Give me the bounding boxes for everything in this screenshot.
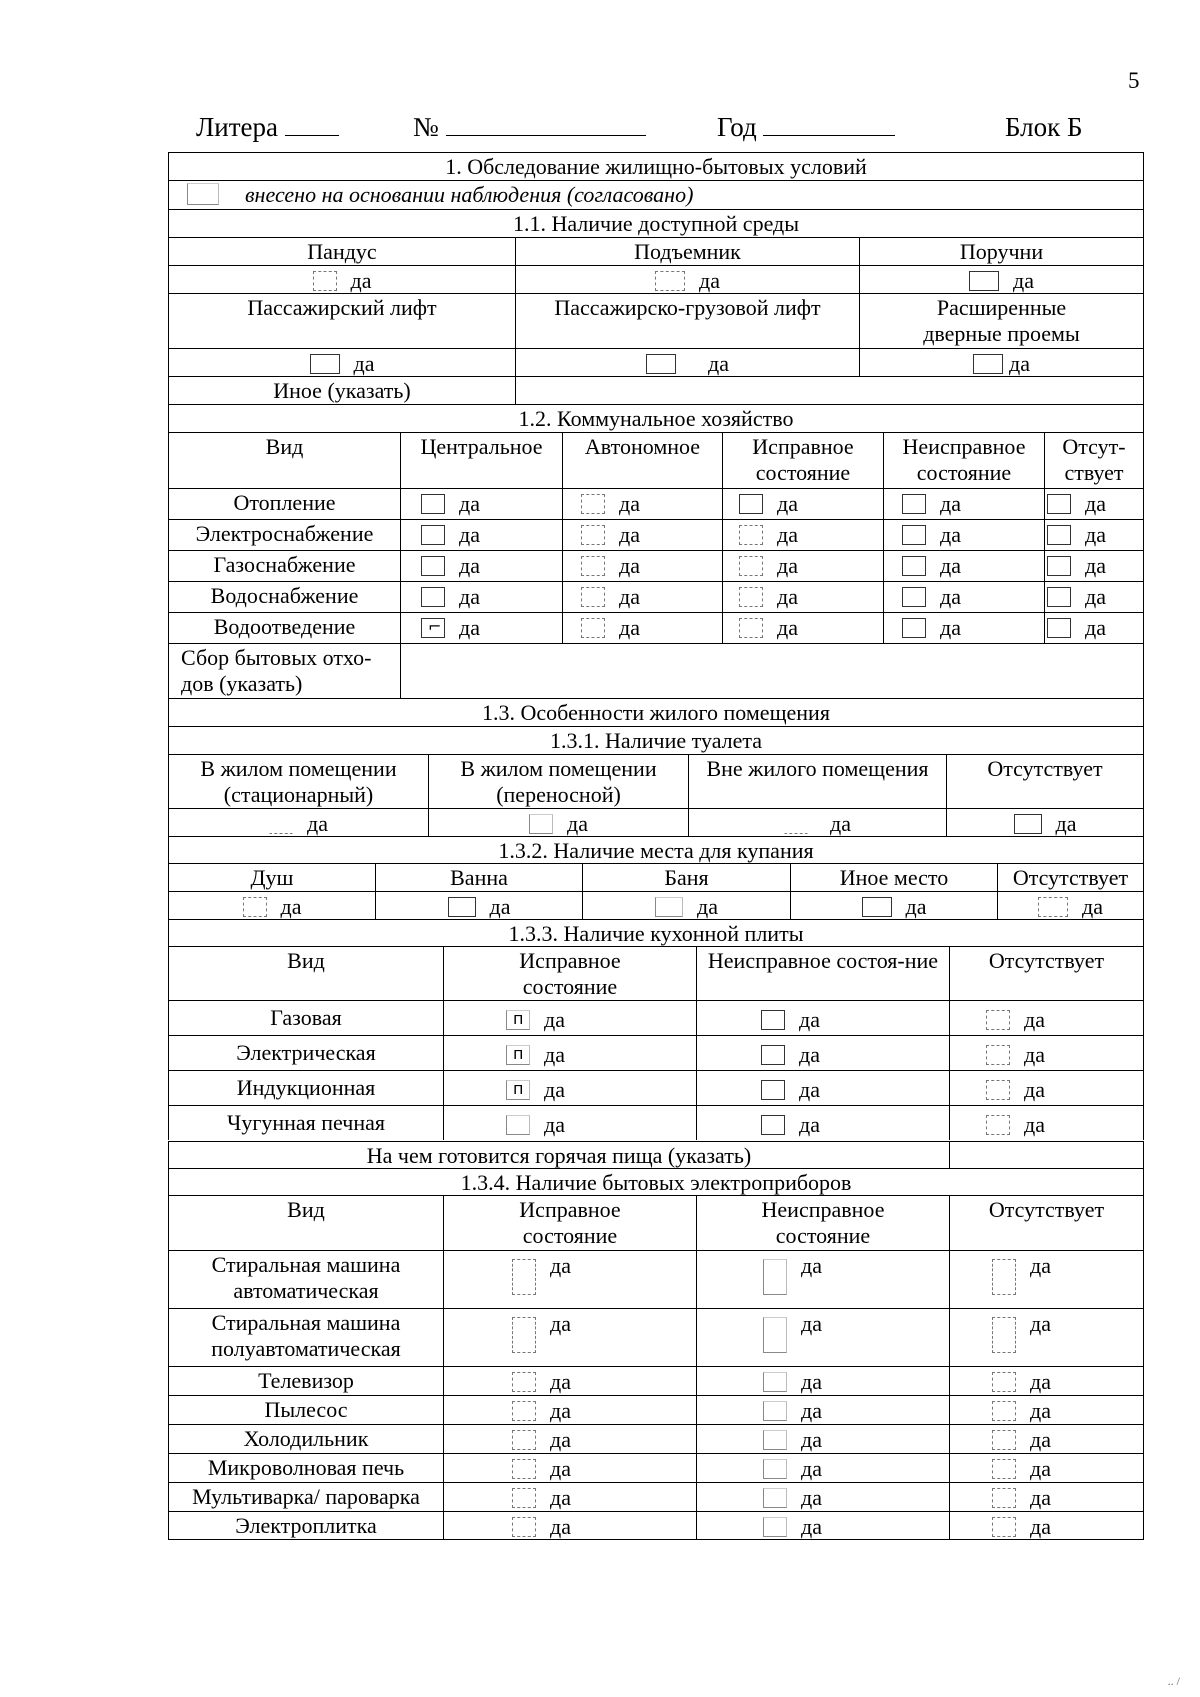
yes-label: да: [940, 584, 961, 609]
stove-col-absent: Отсутствует: [949, 946, 1144, 1000]
litera-underline: [285, 113, 339, 136]
utility-autonomous-checkbox[interactable]: [581, 494, 605, 514]
yes-label: да: [799, 1112, 820, 1137]
appliance-working-cell: [443, 1482, 696, 1511]
handrails-header: Поручни: [859, 237, 1144, 265]
utility-autonomous-checkbox[interactable]: [581, 556, 605, 576]
lift-answer: да: [515, 265, 859, 293]
yes-label: да: [619, 615, 640, 640]
yes-label: да: [940, 522, 961, 547]
utility-central-checkbox-mark: ⌐: [428, 617, 442, 636]
appliance-row-label: Телевизор: [168, 1366, 443, 1395]
corner-mark: .. /: [1167, 1674, 1180, 1688]
utility-absent-cell: [1044, 550, 1144, 581]
utility-broken-cell: [883, 612, 1044, 643]
stove-absent-cell: [949, 1070, 1144, 1105]
stove-absent-checkbox[interactable]: [986, 1080, 1010, 1100]
utility-absent-checkbox[interactable]: [1047, 494, 1071, 514]
appliance-row-label: Электроплитка: [168, 1511, 443, 1540]
toilet-col-outside: Вне жилого помещения: [688, 754, 946, 808]
utility-working-cell: [722, 488, 883, 519]
bath-col-shower: Душ: [168, 863, 375, 891]
appliance-working-cell: [443, 1424, 696, 1453]
wide-doorways-answer: да: [859, 348, 1144, 376]
utility-broken-checkbox[interactable]: [902, 494, 926, 514]
yes-label: да: [544, 1042, 565, 1067]
stove-broken-cell: [696, 1000, 949, 1035]
utility-central-checkbox[interactable]: [421, 556, 445, 576]
utility-working-checkbox[interactable]: [739, 618, 763, 638]
yes-label: да: [801, 1369, 822, 1394]
other-accessibility-field[interactable]: [515, 376, 1144, 404]
yes-label: да: [801, 1456, 822, 1481]
bathtub-checkbox[interactable]: [448, 897, 476, 917]
stove-broken-checkbox[interactable]: [761, 1080, 785, 1100]
observation-note-row: [168, 180, 1144, 209]
sauna-answer: да: [582, 891, 790, 919]
stove-broken-cell: [696, 1105, 949, 1140]
yes-label: да: [619, 522, 640, 547]
section-1-1-title: 1.1. Наличие доступной среды: [168, 209, 1144, 237]
yes-label: да: [1030, 1398, 1051, 1423]
toilet-portable-answer: да: [428, 808, 688, 836]
handrails-answer: да: [859, 265, 1144, 293]
yes-label: да: [801, 1398, 822, 1423]
stove-working-checkbox[interactable]: [506, 1115, 530, 1135]
section-1-3-1-title: 1.3.1. Наличие туалета: [168, 726, 1144, 754]
year-field[interactable]: [717, 112, 895, 143]
sauna-checkbox[interactable]: [655, 897, 683, 917]
wide-doorways-header: Расширенные дверные проемы: [859, 293, 1144, 348]
yes-label: да: [550, 1456, 571, 1481]
yes-label: да: [1085, 584, 1106, 609]
stove-absent-cell: [949, 1035, 1144, 1070]
yes-label: да: [550, 1369, 571, 1394]
appliance-broken-cell: [696, 1511, 949, 1540]
stove-absent-cell: [949, 1000, 1144, 1035]
utility-broken-cell: [883, 581, 1044, 612]
yes-label: да: [940, 491, 961, 516]
stove-row-label: Индукционная: [168, 1070, 443, 1105]
stove-row-label: Электрическая: [168, 1035, 443, 1070]
section-1-title: 1. Обследование жилищно-бытовых условий: [168, 152, 1144, 180]
utility-broken-checkbox[interactable]: [902, 618, 926, 638]
utility-col-autonomous: Автономное: [562, 432, 722, 488]
cargo-elevator-answer: да: [515, 348, 859, 376]
block-label: Блок Б: [1005, 112, 1083, 142]
appliance-broken-checkbox[interactable]: [763, 1517, 787, 1537]
yes-label: да: [459, 553, 480, 578]
page-number: 5: [1128, 68, 1140, 93]
bath-col-sauna: Баня: [582, 863, 790, 891]
yes-label: да: [1030, 1369, 1051, 1394]
appliance-col-working: Исправное состояние: [443, 1195, 696, 1250]
stove-row-label: Газовая: [168, 1000, 443, 1035]
utility-absent-cell: [1044, 488, 1144, 519]
utility-col-broken: Неисправное состояние: [883, 432, 1044, 488]
yes-label: да: [1030, 1485, 1051, 1510]
appliance-working-checkbox[interactable]: [512, 1372, 536, 1392]
appliance-col-type: Вид: [168, 1195, 443, 1250]
appliance-absent-cell: [949, 1453, 1144, 1482]
appliance-broken-cell: [696, 1453, 949, 1482]
utility-central-cell: [400, 581, 562, 612]
yes-label: да: [619, 584, 640, 609]
survey-form: [168, 152, 1144, 1547]
cargo-elevator-header: Пассажирско-грузовой лифт: [515, 293, 859, 348]
yes-label: да: [459, 615, 480, 640]
yes-label: да: [801, 1311, 822, 1336]
utility-broken-cell: [883, 519, 1044, 550]
utility-central-cell: [400, 519, 562, 550]
appliance-broken-cell: [696, 1308, 949, 1366]
yes-label: да: [799, 1042, 820, 1067]
appliance-absent-checkbox[interactable]: [992, 1401, 1016, 1421]
yes-label: да: [550, 1311, 571, 1336]
utility-working-cell: [722, 550, 883, 581]
stove-working-checkbox-mark: п: [513, 1009, 524, 1028]
appliance-working-cell: [443, 1453, 696, 1482]
stove-working-checkbox[interactable]: [506, 1045, 530, 1065]
yes-label: да: [544, 1007, 565, 1032]
appliance-working-checkbox[interactable]: [512, 1317, 536, 1353]
yes-label: да: [1030, 1456, 1051, 1481]
bath-col-other: Иное место: [790, 863, 997, 891]
passenger-elevator-answer: да: [168, 348, 515, 376]
section-1-3-2-title: 1.3.2. Наличие места для купания: [168, 836, 1144, 863]
utility-autonomous-checkbox[interactable]: [581, 587, 605, 607]
other-bath-checkbox[interactable]: [862, 897, 892, 917]
appliance-broken-cell: [696, 1424, 949, 1453]
utility-working-checkbox[interactable]: [739, 525, 763, 545]
stove-working-checkbox[interactable]: [506, 1010, 530, 1030]
hot-food-label: На чем готовится горячая пища (указать): [168, 1141, 949, 1168]
toilet-portable-checkbox[interactable]: [529, 814, 553, 834]
yes-label: да: [940, 615, 961, 640]
bath-col-bathtub: Ванна: [375, 863, 582, 891]
appliance-broken-checkbox[interactable]: [763, 1259, 787, 1295]
yes-label: да: [801, 1485, 822, 1510]
yes-label: да: [544, 1112, 565, 1137]
appliance-absent-checkbox[interactable]: [992, 1517, 1016, 1537]
stove-row-label: Чугунная печная: [168, 1105, 443, 1140]
bath-absent-answer: да: [997, 891, 1144, 919]
appliance-absent-cell: [949, 1366, 1144, 1395]
utility-absent-checkbox[interactable]: [1047, 525, 1071, 545]
appliance-working-checkbox[interactable]: [512, 1430, 536, 1450]
appliance-absent-cell: [949, 1308, 1144, 1366]
appliance-working-checkbox[interactable]: [512, 1401, 536, 1421]
bath-col-absent: Отсутствует: [997, 863, 1144, 891]
yes-label: да: [459, 491, 480, 516]
yes-label: да: [1024, 1042, 1045, 1067]
observation-checkbox[interactable]: [187, 183, 219, 205]
appliance-working-cell: [443, 1511, 696, 1540]
utility-autonomous-cell: [562, 612, 722, 643]
appliance-broken-checkbox[interactable]: [763, 1430, 787, 1450]
yes-label: да: [1024, 1077, 1045, 1102]
wide-doorways-checkbox[interactable]: [973, 354, 1003, 374]
utility-absent-cell: [1044, 581, 1144, 612]
utility-broken-checkbox[interactable]: [902, 525, 926, 545]
yes-label: да: [799, 1077, 820, 1102]
number-underline: [446, 113, 646, 136]
appliance-absent-cell: [949, 1511, 1144, 1540]
toilet-col-absent: Отсутствует: [946, 754, 1144, 808]
utility-broken-cell: [883, 550, 1044, 581]
stove-working-cell: [443, 1070, 696, 1105]
utility-autonomous-checkbox[interactable]: [581, 618, 605, 638]
toilet-outside-checkbox[interactable]: [784, 814, 808, 834]
yes-label: да: [777, 491, 798, 516]
appliance-broken-checkbox[interactable]: [763, 1401, 787, 1421]
litera-label: Литера: [196, 112, 279, 142]
appliance-row-label: Микроволновая печь: [168, 1453, 443, 1482]
yes-label: да: [1030, 1427, 1051, 1452]
utility-central-cell: [400, 612, 562, 643]
yes-label: да: [799, 1007, 820, 1032]
utility-working-cell: [722, 581, 883, 612]
appliance-broken-checkbox[interactable]: [763, 1317, 787, 1353]
stove-working-cell: [443, 1105, 696, 1140]
passenger-elevator-checkbox[interactable]: [310, 354, 340, 374]
section-1-3-3-title: 1.3.3. Наличие кухонной плиты: [168, 919, 1144, 946]
utility-absent-cell: [1044, 612, 1144, 643]
appliance-absent-checkbox[interactable]: [992, 1372, 1016, 1392]
litera-field[interactable]: [196, 112, 339, 143]
lift-checkbox[interactable]: [655, 271, 685, 291]
toilet-absent-checkbox[interactable]: [1014, 814, 1042, 834]
yes-label: да: [1030, 1253, 1051, 1278]
yes-label: да: [550, 1514, 571, 1539]
toilet-outside-answer: да: [688, 808, 946, 836]
year-label: Год: [717, 112, 757, 142]
stove-col-type: Вид: [168, 946, 443, 1000]
appliance-row-label: Пылесос: [168, 1395, 443, 1424]
stove-broken-checkbox[interactable]: [761, 1115, 785, 1135]
appliance-broken-cell: [696, 1395, 949, 1424]
appliance-absent-checkbox[interactable]: [992, 1259, 1016, 1295]
stove-working-checkbox-mark: п: [513, 1079, 524, 1098]
yes-label: да: [544, 1077, 565, 1102]
appliance-row-label: Стиральная машина полуавтоматическая: [168, 1308, 443, 1366]
yes-label: да: [1085, 491, 1106, 516]
appliance-col-absent: Отсутствует: [949, 1195, 1144, 1250]
stove-absent-cell: [949, 1105, 1144, 1140]
cargo-elevator-checkbox[interactable]: [646, 354, 676, 374]
stove-broken-checkbox[interactable]: [761, 1045, 785, 1065]
yes-label: да: [1030, 1514, 1051, 1539]
yes-label: да: [777, 553, 798, 578]
observation-note: внесено на основании наблюдения (согласовано): [245, 182, 694, 207]
yes-label: да: [1024, 1007, 1045, 1032]
appliance-working-cell: [443, 1250, 696, 1308]
appliance-absent-cell: [949, 1395, 1144, 1424]
bath-absent-checkbox[interactable]: [1038, 897, 1068, 917]
stove-working-cell: [443, 1035, 696, 1070]
utility-central-checkbox[interactable]: [421, 525, 445, 545]
appliance-absent-cell: [949, 1250, 1144, 1308]
appliance-working-checkbox[interactable]: [512, 1517, 536, 1537]
appliance-working-cell: [443, 1395, 696, 1424]
utility-row-label: Газоснабжение: [168, 550, 400, 581]
yes-label: да: [459, 584, 480, 609]
stove-working-cell: [443, 1000, 696, 1035]
utility-working-checkbox[interactable]: [739, 494, 763, 514]
utility-broken-cell: [883, 488, 1044, 519]
stove-absent-checkbox[interactable]: [986, 1045, 1010, 1065]
appliance-broken-cell: [696, 1482, 949, 1511]
stove-working-checkbox-mark: п: [513, 1044, 524, 1063]
yes-label: да: [801, 1253, 822, 1278]
stove-col-broken: Неисправное состоя-ние: [696, 946, 949, 1000]
waste-collection-label: Сбор бытовых отхо-дов (указать): [168, 643, 400, 698]
utility-central-checkbox[interactable]: [421, 587, 445, 607]
yes-label: да: [619, 553, 640, 578]
ramp-checkbox[interactable]: [313, 271, 337, 291]
utility-row-label: Электроснабжение: [168, 519, 400, 550]
utility-central-checkbox[interactable]: [421, 618, 445, 638]
yes-label: да: [619, 491, 640, 516]
yes-label: да: [1085, 522, 1106, 547]
shower-checkbox[interactable]: [243, 897, 267, 917]
appliance-broken-checkbox[interactable]: [763, 1372, 787, 1392]
toilet-col-stationary: В жилом помещении (стационарный): [168, 754, 428, 808]
year-underline: [763, 113, 895, 136]
utility-col-central: Центральное: [400, 432, 562, 488]
utility-central-cell: [400, 488, 562, 519]
utility-row-label: Водоотведение: [168, 612, 400, 643]
toilet-stationary-checkbox[interactable]: [269, 814, 293, 834]
waste-collection-field[interactable]: [400, 643, 1144, 698]
utility-absent-checkbox[interactable]: [1047, 587, 1071, 607]
ramp-answer: да: [168, 265, 515, 293]
appliance-working-checkbox[interactable]: [512, 1459, 536, 1479]
appliance-row-label: Холодильник: [168, 1424, 443, 1453]
utility-autonomous-cell: [562, 550, 722, 581]
utility-row-label: Водоснабжение: [168, 581, 400, 612]
toilet-absent-answer: да: [946, 808, 1144, 836]
utility-working-cell: [722, 612, 883, 643]
appliance-absent-cell: [949, 1482, 1144, 1511]
section-1-2-title: 1.2. Коммунальное хозяйство: [168, 404, 1144, 432]
bathtub-answer: да: [375, 891, 582, 919]
appliance-working-cell: [443, 1366, 696, 1395]
other-bath-answer: да: [790, 891, 997, 919]
yes-label: да: [550, 1427, 571, 1452]
yes-label: да: [550, 1485, 571, 1510]
lift-header: Подъемник: [515, 237, 859, 265]
yes-label: да: [459, 522, 480, 547]
utility-central-cell: [400, 550, 562, 581]
appliance-col-broken: Неисправное состояние: [696, 1195, 949, 1250]
utility-autonomous-cell: [562, 519, 722, 550]
stove-broken-cell: [696, 1070, 949, 1105]
yes-label: да: [777, 522, 798, 547]
stove-absent-checkbox[interactable]: [986, 1115, 1010, 1135]
appliance-broken-cell: [696, 1366, 949, 1395]
appliance-working-checkbox[interactable]: [512, 1488, 536, 1508]
utility-row-label: Отопление: [168, 488, 400, 519]
stove-absent-checkbox[interactable]: [986, 1010, 1010, 1030]
utility-working-checkbox[interactable]: [739, 587, 763, 607]
utility-col-type: Вид: [168, 432, 400, 488]
stove-broken-cell: [696, 1035, 949, 1070]
yes-label: да: [801, 1514, 822, 1539]
appliance-absent-checkbox[interactable]: [992, 1430, 1016, 1450]
utility-autonomous-cell: [562, 581, 722, 612]
utility-absent-checkbox[interactable]: [1047, 618, 1071, 638]
utility-broken-checkbox[interactable]: [902, 556, 926, 576]
appliance-working-checkbox[interactable]: [512, 1259, 536, 1295]
utility-col-absent: Отсут-ствует: [1044, 432, 1144, 488]
utility-working-cell: [722, 519, 883, 550]
toilet-col-portable: В жилом помещении (переносной): [428, 754, 688, 808]
utility-broken-checkbox[interactable]: [902, 587, 926, 607]
other-accessibility-label: Иное (указать): [168, 376, 515, 404]
appliance-absent-checkbox[interactable]: [992, 1459, 1016, 1479]
yes-label: да: [550, 1398, 571, 1423]
yes-label: да: [1085, 615, 1106, 640]
appliance-broken-cell: [696, 1250, 949, 1308]
appliance-row-label: Стиральная машина автоматическая: [168, 1250, 443, 1308]
appliance-row-label: Мультиварка/ пароварка: [168, 1482, 443, 1511]
utility-central-checkbox[interactable]: [421, 494, 445, 514]
utility-working-checkbox[interactable]: [739, 556, 763, 576]
stove-broken-checkbox[interactable]: [761, 1010, 785, 1030]
yes-label: да: [1030, 1311, 1051, 1336]
utility-autonomous-cell: [562, 488, 722, 519]
number-label: №: [413, 112, 439, 142]
appliance-broken-checkbox[interactable]: [763, 1488, 787, 1508]
section-1-3-title: 1.3. Особенности жилого помещения: [168, 698, 1144, 726]
yes-label: да: [777, 615, 798, 640]
yes-label: да: [777, 584, 798, 609]
utility-absent-checkbox[interactable]: [1047, 556, 1071, 576]
handrails-checkbox[interactable]: [969, 271, 999, 291]
appliance-absent-checkbox[interactable]: [992, 1488, 1016, 1508]
shower-answer: да: [168, 891, 375, 919]
stove-col-working: Исправное состояние: [443, 946, 696, 1000]
yes-label: да: [550, 1253, 571, 1278]
appliance-absent-cell: [949, 1424, 1144, 1453]
stove-working-checkbox[interactable]: [506, 1080, 530, 1100]
yes-label: да: [1024, 1112, 1045, 1137]
yes-label: да: [1085, 553, 1106, 578]
appliance-absent-checkbox[interactable]: [992, 1317, 1016, 1353]
utility-autonomous-checkbox[interactable]: [581, 525, 605, 545]
passenger-elevator-header: Пассажирский лифт: [168, 293, 515, 348]
toilet-stationary-answer: да: [168, 808, 428, 836]
utility-absent-cell: [1044, 519, 1144, 550]
number-field[interactable]: [413, 112, 646, 143]
ramp-header: Пандус: [168, 237, 515, 265]
section-1-3-4-title: 1.3.4. Наличие бытовых электроприборов: [168, 1168, 1144, 1195]
hot-food-field[interactable]: [949, 1141, 1144, 1168]
yes-label: да: [940, 553, 961, 578]
appliance-broken-checkbox[interactable]: [763, 1459, 787, 1479]
yes-label: да: [801, 1427, 822, 1452]
appliance-working-cell: [443, 1308, 696, 1366]
utility-col-working: Исправное состояние: [722, 432, 883, 488]
